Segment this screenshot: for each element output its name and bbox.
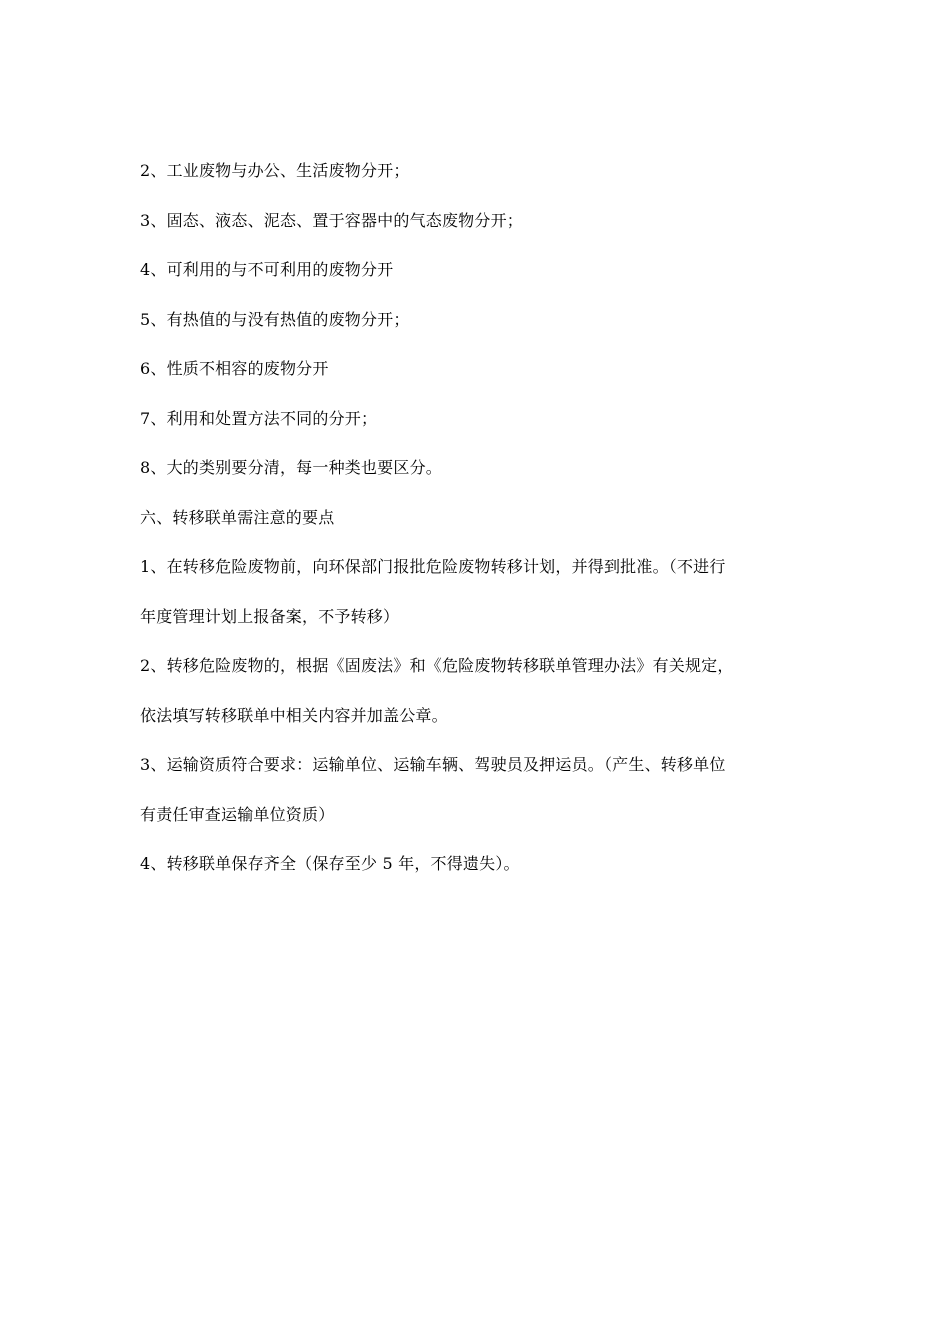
text-line-item-4: 4、可利用的与不可利用的废物分开 <box>140 260 394 279</box>
text-line-point-1-cont: 年度管理计划上报备案，不予转移） <box>140 606 400 626</box>
text-line-item-5: 5、有热值的与没有热值的废物分开； <box>140 309 410 329</box>
text-line-point-4: 4、转移联单保存齐全（保存至少 5 年，不得遗失）。 <box>140 854 520 873</box>
document-body <box>140 146 810 889</box>
text-line-point-3-cont: 有责任审查运输单位资质） <box>140 804 335 824</box>
text-line-item-7: 7、利用和处置方法不同的分开； <box>140 408 378 428</box>
text-line-item-8: 8、大的类别要分清，每一种类也要区分。 <box>140 458 442 477</box>
text-line-item-6: 6、性质不相容的废物分开 <box>140 359 329 378</box>
text-line-point-1: 1、在转移危险废物前，向环保部门报批危险废物转移计划，并得到批准。（不进行 <box>140 557 726 576</box>
text-line-item-3: 3、固态、液态、泥态、置于容器中的气态废物分开； <box>140 210 523 230</box>
text-line-point-3: 3、运输资质符合要求：运输单位、运输车辆、驾驶员及押运员。（产生、转移单位 <box>140 755 726 774</box>
text-line-point-2-cont: 依法填写转移联单中相关内容并加盖公章。 <box>140 705 448 725</box>
text-line-item-2: 2、工业废物与办公、生活废物分开； <box>140 161 410 180</box>
text-line-point-2: 2、转移危险废物的，根据《固废法》和《危险废物转移联单管理办法》有关规定， <box>140 656 734 675</box>
section-heading: 六、转移联单需注意的要点 <box>140 507 335 527</box>
